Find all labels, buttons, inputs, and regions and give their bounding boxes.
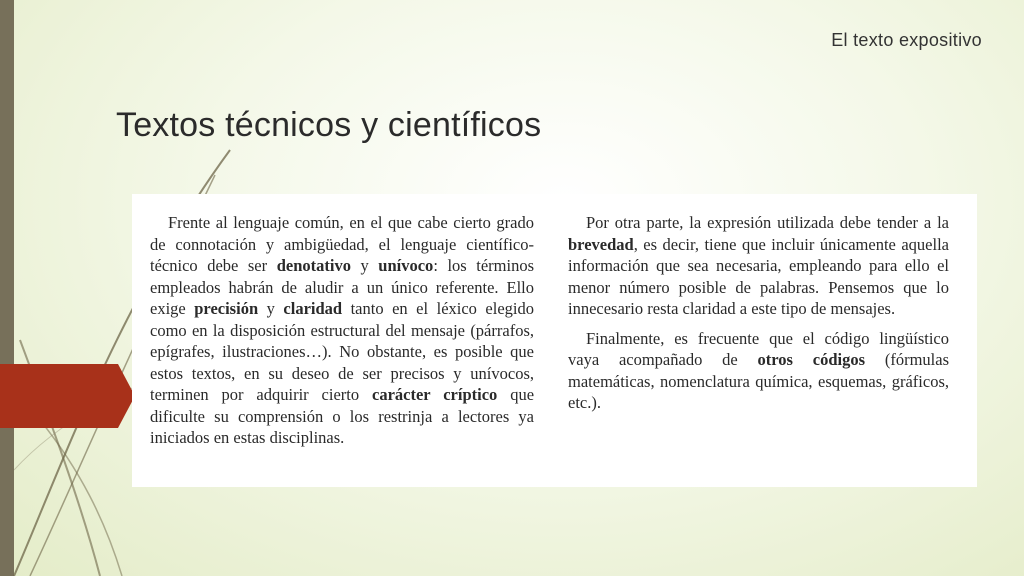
bold-term-brevedad: brevedad (568, 234, 634, 254)
right-paragraph-2 (568, 328, 949, 414)
left-text-column (150, 212, 534, 457)
bold-term-univoco: unívoco (378, 256, 434, 275)
bold-term-denotativo: denotativo (276, 256, 351, 275)
bold-term-claridad: claridad (283, 299, 343, 318)
accent-arrow-block (0, 364, 135, 428)
section-label: El texto expositivo (831, 30, 982, 50)
text-run: y (350, 256, 379, 275)
right-paragraph-1 (568, 212, 949, 320)
text-run: Finalmente, es frecuente que el código lingüístico vaya acompañado de (568, 328, 949, 369)
right-text-column (568, 212, 949, 422)
bold-term-otros-codigos: otros códigos (757, 350, 866, 369)
text-run: tanto en el léxico elegido como en la disposición estructural del mensaje (párrafos, epígrafes, ilustraciones…). No obstante, es posible que estos textos, en su deseo de ser precisos y unívocos, terminen por adquirir cierto (150, 299, 535, 404)
text-run: Frente al lenguaje común, en el que cabe cierto grado de connotación y ambigüedad, el lenguaje científico-técnico debe ser (150, 213, 534, 275)
slide-title: Textos técnicos y científicos (116, 106, 542, 144)
text-run: : los términos empleados habrán de aludir a un único referente. Ello exige (150, 256, 534, 318)
left-paragraph (150, 212, 534, 449)
text-run: y (258, 299, 284, 318)
bold-term-precision: precisión (194, 299, 259, 318)
bold-term-caracter-criptico: carácter críptico (372, 385, 498, 404)
text-run: que dificulte su comprensión o los restrinja a lectores ya iniciados en estas disciplinas. (150, 385, 535, 447)
text-panel (132, 194, 977, 487)
text-run: , es decir, tiene que incluir únicamente aquella información que sea necesaria, empleando para ello el menor número posible de palabras. Pensemos que lo innecesario resta claridad a este tipo de mensajes. (568, 234, 949, 318)
text-run: Por otra parte, la expresión utilizada debe tender a la (586, 213, 949, 232)
text-run: (fórmulas matemáticas, nomenclatura química, esquemas, gráficos, etc.). (568, 350, 950, 412)
